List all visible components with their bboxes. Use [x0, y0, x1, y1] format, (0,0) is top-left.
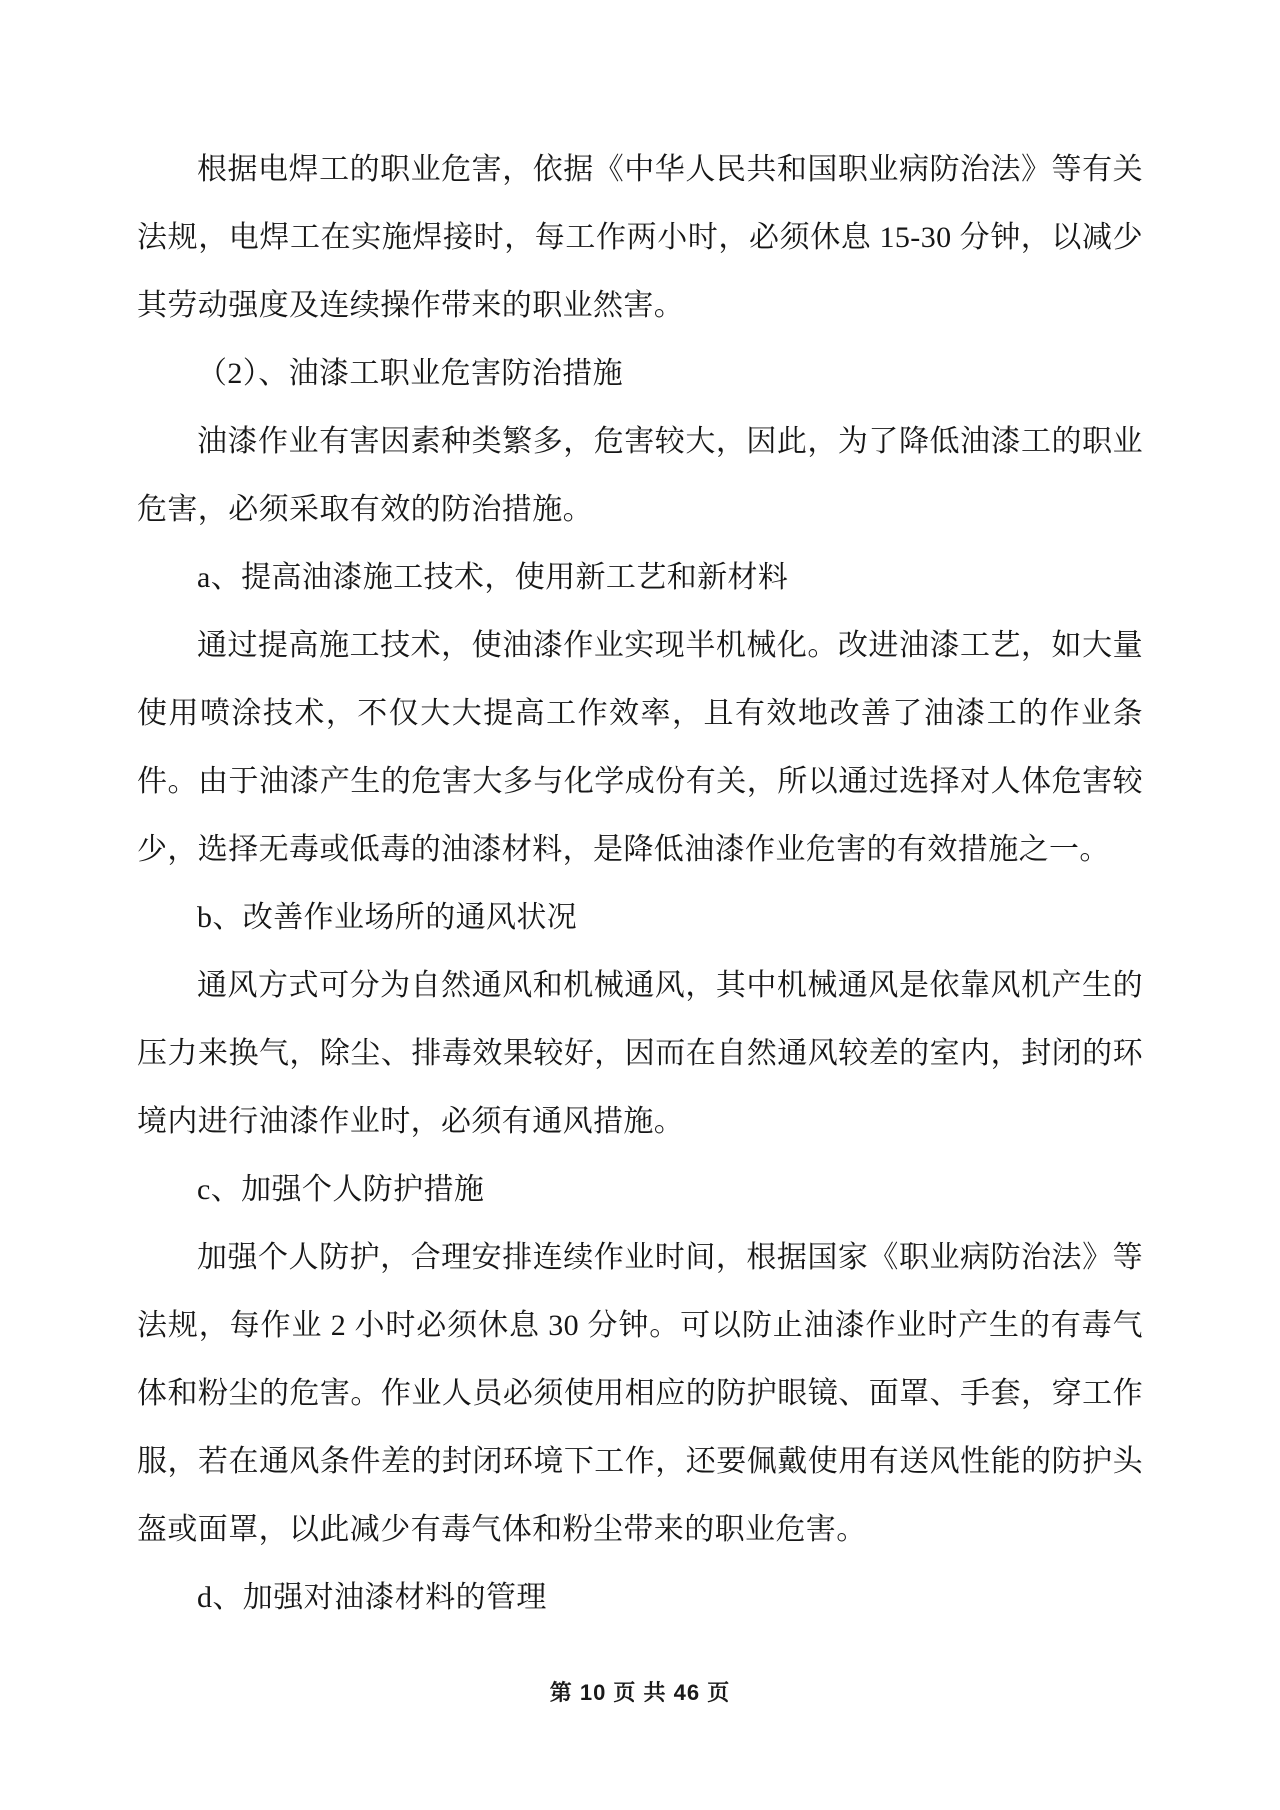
section-heading-a-technology: a、提高油漆施工技术，使用新工艺和新材料	[197, 561, 789, 594]
section-heading-d-materials: d、加强对油漆材料的管理	[197, 1581, 547, 1614]
page-footer: 第 10 页 共 46 页	[549, 1680, 731, 1705]
section-heading-c-protection: c、加强个人防护措施	[197, 1173, 485, 1206]
paragraph-a-technology-detail: 通过提高施工技术，使油漆作业实现半机械化。改进油漆工艺，如大量使用喷涂技术，不仅大大提高工作效率，且有效地改善了油漆工的作业条件。由于油漆产生的危害大多与化学成份有关，所以通过选择对人体危害较少，选择无毒或低毒的油漆材料，是降低油漆作业危害的有效措施之一。	[137, 629, 1143, 866]
paragraph-welder-rest-rule: 根据电焊工的职业危害，依据《中华人民共和国职业病防治法》等有关法规，电焊工在实施焊接时，每工作两小时，必须休息 15-30 分钟，以减少其劳动强度及连续操作带来的职业然害。	[137, 153, 1143, 322]
section-heading-b-ventilation: b、改善作业场所的通风状况	[197, 901, 578, 934]
section-heading-painter-measures: （2）、油漆工职业危害防治措施	[197, 357, 623, 390]
paragraph-c-protection-detail: 加强个人防护，合理安排连续作业时间，根据国家《职业病防治法》等法规，每作业 2 小时必须休息 30 分钟。可以防止油漆作业时产生的有毒气体和粉尘的危害。作业人员必须使用相应的防护眼镜、面罩、手套，穿工作服，若在通风条件差的封闭环境下工作，还要佩戴使用有送风性能的防护头盔或面罩，以此减少有毒气体和粉尘带来的职业危害。	[137, 1241, 1143, 1546]
document-body	[137, 136, 1143, 1632]
paragraph-b-ventilation-detail: 通风方式可分为自然通风和机械通风，其中机械通风是依靠风机产生的压力来换气，除尘、排毒效果较好，因而在自然通风较差的室内，封闭的环境内进行油漆作业时，必须有通风措施。	[137, 969, 1143, 1138]
paragraph-painter-intro: 油漆作业有害因素种类繁多，危害较大，因此，为了降低油漆工的职业危害，必须采取有效的防治措施。	[137, 425, 1143, 526]
